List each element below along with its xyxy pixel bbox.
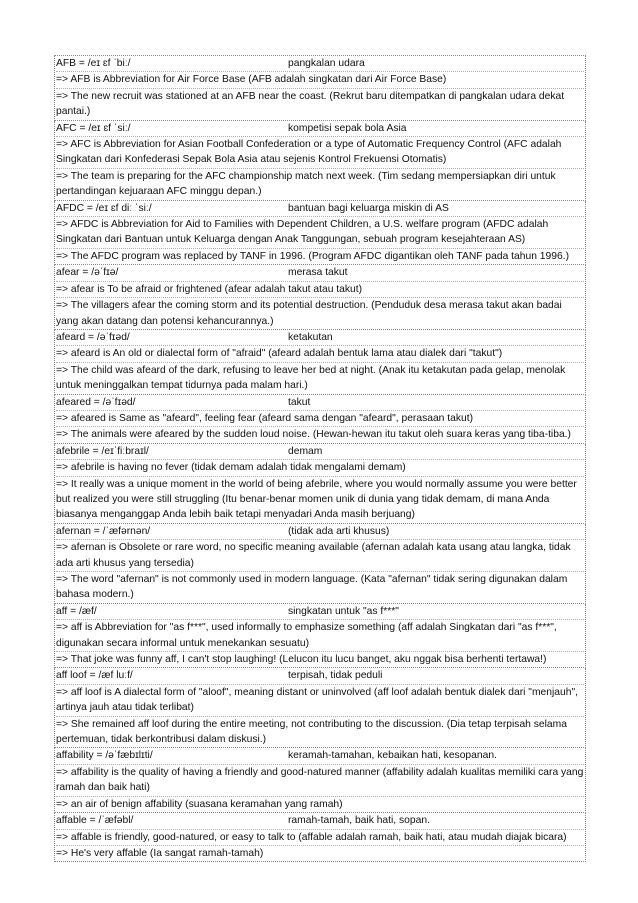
entry-definition: => afernan is Obsolete or rare word, no specific meaning available (afernan adalah kata usang atau langka, tidak ada arti khusus yang tersedia) <box>56 539 584 571</box>
entry-definition: => aff loof is A dialectal form of "aloof", meaning distant or uninvolved (aff loof adalah bentuk dialek dari "menjauh", artinya jauh atau tidak terlibat) <box>56 684 584 716</box>
entry-term: afear = /əˈfɪə/ <box>56 267 119 279</box>
entry-definition: => AFDC is Abbreviation for Aid to Families with Dependent Children, a U.S. welfare program (AFDC adalah Singkatan dari Bantuan untuk Keluarga dengan Anak Tanggungan, sebuah program kesejahteraan AS) <box>56 216 584 248</box>
entry-meaning: (tidak ada arti khusus) <box>288 525 390 537</box>
entry-term: afeard = /əˈfɪəd/ <box>56 331 130 343</box>
dictionary-entry <box>54 748 586 813</box>
dictionary-page <box>54 55 586 862</box>
dictionary-entry <box>54 444 586 524</box>
dictionary-entry <box>54 668 586 748</box>
entry-definition: => afeard is An old or dialectal form of "afraid" (afeard adalah bentuk lama atau dialek dari "takut") <box>56 345 584 361</box>
entry-term: affable = /ˈæfəbl/ <box>56 815 134 827</box>
entry-term: AFB = /eɪ ɛf ˈbiː/ <box>56 58 131 69</box>
entry-meaning: singkatan untuk "as f***" <box>288 605 399 617</box>
entry-header <box>56 395 584 410</box>
entry-definition: => afebrile is having no fever (tidak demam adalah tidak mengalami demam) <box>56 459 584 475</box>
entry-header <box>56 444 584 459</box>
entry-definition: => AFB is Abbreviation for Air Force Base (AFB adalah singkatan dari Air Force Base) <box>56 71 584 87</box>
entry-header <box>56 668 584 683</box>
entry-term: aff = /æf/ <box>56 605 97 617</box>
entry-example: => She remained aff loof during the entire meeting, not contributing to the discussion. (Dia tetap terpisah selama pertemuan, tidak berkontribusi dalam diskusi.) <box>56 716 584 748</box>
entry-header <box>56 604 584 619</box>
entry-meaning: pangkalan udara <box>288 58 365 69</box>
entry-header <box>56 330 584 345</box>
entry-term: afernan = /ˈæfərnən/ <box>56 525 151 537</box>
dictionary-entry <box>54 604 586 669</box>
entry-example: => an air of benign affability (suasana keramahan yang ramah) <box>56 796 584 812</box>
dictionary-entry <box>54 265 586 330</box>
entry-example: => He's very affable (Ia sangat ramah-tamah) <box>56 845 584 861</box>
entry-header <box>56 265 584 280</box>
entry-header <box>56 121 584 136</box>
entry-example: => The team is preparing for the AFC championship match next week. (Tim sedang mempersiapkan diri untuk pertandingan kejuaraan AFC minggu depan.) <box>56 168 584 200</box>
entry-meaning: ketakutan <box>288 331 333 343</box>
entry-example: => The word "afernan" is not commonly used in modern language. (Kata "afernan" tidak sering digunakan dalam bahasa modern.) <box>56 571 584 603</box>
entry-example: => That joke was funny aff, I can't stop laughing! (Lelucon itu lucu banget, aku nggak bisa berhenti tertawa!) <box>56 651 584 667</box>
dictionary-entry <box>54 524 586 604</box>
entry-meaning: bantuan bagi keluarga miskin di AS <box>288 202 449 214</box>
entry-definition: => AFC is Abbreviation for Asian Football Confederation or a type of Automatic Frequency Control (AFC adalah Singkatan dari Konfederasi Sepak Bola Asia atau sejenis Kontrol Frekuensi Otomatis) <box>56 136 584 168</box>
entry-header <box>56 56 584 71</box>
entry-definition: => affability is the quality of having a friendly and good-natured manner (affability adalah kualitas memiliki cara yang ramah dan baik hati) <box>56 764 584 796</box>
entry-meaning: keramah-tamahan, kebaikan hati, kesopanan. <box>288 750 497 762</box>
entry-term: afeared = /əˈfɪəd/ <box>56 396 136 408</box>
entry-meaning: ramah-tamah, baik hati, sopan. <box>288 815 430 827</box>
entry-example: => The new recruit was stationed at an AFB near the coast. (Rekrut baru ditempatkan di pangkalan udara dekat pantai.) <box>56 88 584 120</box>
entry-definition: => aff is Abbreviation for "as f***", used informally to emphasize something (aff adalah Singkatan dari "as f***", digunakan secara informal untuk menekankan sesuatu) <box>56 619 584 651</box>
entry-header <box>56 748 584 763</box>
entry-term: aff loof = /æf luːf/ <box>56 670 133 682</box>
entry-term: afebrile = /eɪˈfiːbraɪl/ <box>56 445 149 457</box>
entry-definition: => affable is friendly, good-natured, or easy to talk to (affable adalah ramah, baik hati, atau mudah diajak bicara) <box>56 829 584 845</box>
dictionary-entry <box>54 330 586 395</box>
entry-meaning: kompetisi sepak bola Asia <box>288 122 407 134</box>
dictionary-entry <box>54 55 586 121</box>
entry-header <box>56 201 584 216</box>
entry-example: => It really was a unique moment in the world of being afebrile, where you would normally assume you were better but realized you were still struggling (Itu benar-benar momen unik di dunia yang tidak demam, di mana Anda biasanya menganggap Anda lebih baik tetapi menyadari Anda masih berjuang) <box>56 476 584 523</box>
entry-term: AFC = /eɪ ɛf ˈsiː/ <box>56 122 131 134</box>
entry-example: => The child was afeard of the dark, refusing to leave her bed at night. (Anak itu ketakutan pada gelap, menolak untuk meninggalkan tempat tidurnya pada malam hari.) <box>56 362 584 394</box>
entry-term: AFDC = /eɪ ɛf diː ˈsiː/ <box>56 202 152 214</box>
dictionary-entry <box>54 813 586 862</box>
dictionary-entry <box>54 395 586 444</box>
dictionary-entry <box>54 201 586 266</box>
entry-definition: => afear is To be afraid or frightened (afear adalah takut atau takut) <box>56 281 584 297</box>
entry-meaning: demam <box>288 445 323 457</box>
entry-header <box>56 813 584 828</box>
entry-meaning: terpisah, tidak peduli <box>288 670 383 682</box>
entry-example: => The villagers afear the coming storm and its potential destruction. (Penduduk desa merasa takut akan badai yang akan datang dan potensi kehancurannya.) <box>56 297 584 329</box>
entry-definition: => afeared is Same as "afeard", feeling fear (afeard sama dengan "afeard", perasaan takut) <box>56 410 584 426</box>
entry-meaning: merasa takut <box>288 267 348 279</box>
entry-example: => The animals were afeared by the sudden loud noise. (Hewan-hewan itu takut oleh suara keras yang tiba-tiba.) <box>56 426 584 442</box>
entry-header <box>56 524 584 539</box>
entry-term: affability = /əˈfæbɪlɪti/ <box>56 750 153 762</box>
dictionary-entry <box>54 121 586 201</box>
entry-meaning: takut <box>288 396 311 408</box>
entry-example: => The AFDC program was replaced by TANF in 1996. (Program AFDC digantikan oleh TANF pada tahun 1996.) <box>56 248 584 264</box>
